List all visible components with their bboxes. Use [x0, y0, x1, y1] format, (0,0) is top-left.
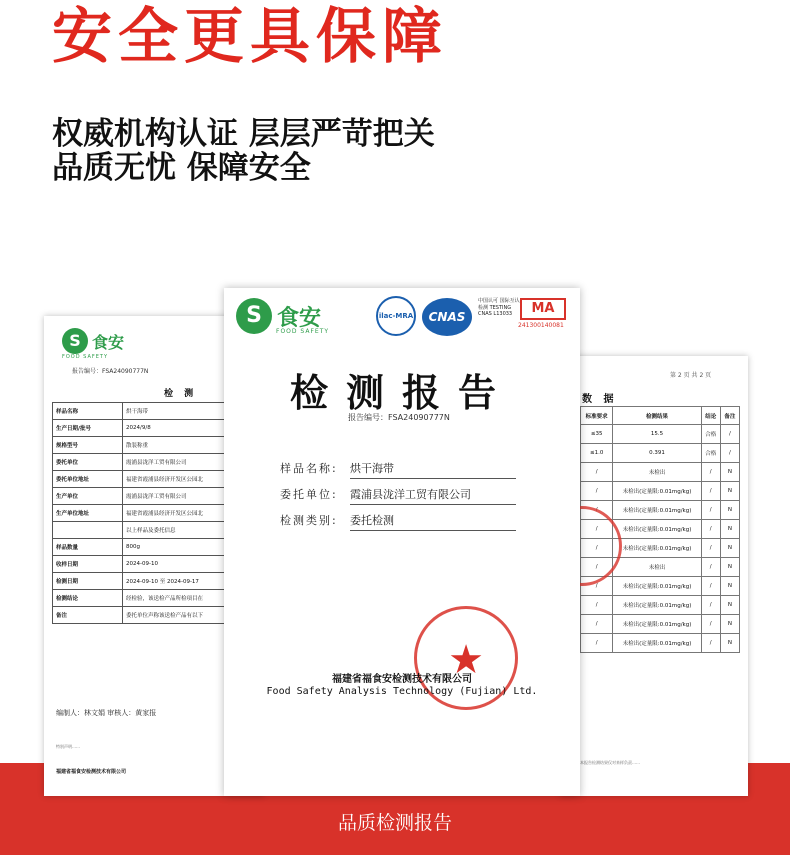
row-key: 备注 — [53, 607, 123, 624]
report-page-left: S 食安 FOOD SAFETY 报告编号：FSA24090777N 检 测 样品名称 烘干海带 生产日期/批号 2024/9/8 规格型号 散装称重 委托单位 霞浦县泷洋工贸有限公司 委托单位地址 福建省霞浦县经济开发区公园北 生产单位 霞浦县泷洋工贸有限公司 生产单位地址 福建省霞浦县经济开发区公园北 以上样品及委托信息 样品数量 800g 收样日期 2024-09-10 检测日期 2024-09-10 至 2024-09-17 检测结论 经检验，该送检产品所检项目在 备注 委托单位声称该送检产品有以下 编制人：林文娟 审核人：黄家报 特别声明…… 福建省福食安检测技术有限公司 — [44, 316, 264, 796]
table-cell: 未检出(定量限:0.01mg/kg) — [613, 577, 701, 596]
table-cell: 未检出(定量限:0.01mg/kg) — [613, 634, 701, 653]
table-cell: / — [581, 520, 613, 539]
row-value: 烘干海带 — [123, 403, 265, 420]
table-cell: 未检出 — [613, 558, 701, 577]
row-key: 样品名称 — [53, 403, 123, 420]
field-test-type: 检测类别: 委托检测 — [280, 512, 516, 531]
row-key: 生产单位 — [53, 488, 123, 505]
row-key: 规格型号 — [53, 437, 123, 454]
table-cell: / — [701, 558, 720, 577]
s-logo-icon: S — [236, 298, 272, 334]
row-value: 2024-09-10 — [123, 556, 265, 573]
table-cell: / — [581, 634, 613, 653]
table-cell: / — [581, 558, 613, 577]
table-cell: N — [720, 463, 739, 482]
table-cell: / — [701, 520, 720, 539]
report-number: 报告编号：FSA24090777N — [348, 413, 450, 422]
table-cell: / — [581, 539, 613, 558]
column-header: 备注 — [720, 407, 739, 425]
row-key: 收样日期 — [53, 556, 123, 573]
cnas-icon: CNAS — [422, 298, 472, 336]
headline: 安全更具保障 — [52, 2, 448, 72]
report-title: 检 测 — [164, 389, 198, 399]
row-key: 委托单位地址 — [53, 471, 123, 488]
row-key: 样品数量 — [53, 539, 123, 556]
table-cell: 未检出 — [613, 463, 701, 482]
row-key: 委托单位 — [53, 454, 123, 471]
table-cell: 15.5 — [613, 425, 701, 444]
issuer-name: 福建省福食安检测技术有限公司 — [332, 674, 472, 685]
table-cell: N — [720, 577, 739, 596]
table-cell: N — [720, 634, 739, 653]
table-cell: / — [701, 501, 720, 520]
column-header: 标准要求 — [581, 407, 613, 425]
table-cell: / — [581, 463, 613, 482]
table-cell: N — [720, 558, 739, 577]
row-value: 福建省霞浦县经济开发区公园北 — [123, 471, 265, 488]
row-value: 经检验，该送检产品所检项目在 — [123, 590, 265, 607]
row-value: 散装称重 — [123, 437, 265, 454]
table-cell: ≤1.0 — [581, 444, 613, 463]
issuer-footer: 福建省福食安检测技术有限公司 — [56, 769, 127, 775]
row-value: 霞浦县泷洋工贸有限公司 — [123, 454, 265, 471]
table-cell: N — [720, 501, 739, 520]
table-cell: 合格 — [701, 444, 720, 463]
table-row — [581, 615, 740, 634]
table-cell: N — [720, 596, 739, 615]
table-cell: / — [581, 482, 613, 501]
table-cell: 未检出(定量限:0.01mg/kg) — [613, 520, 701, 539]
table-row — [581, 577, 740, 596]
table-cell: / — [701, 577, 720, 596]
row-key: 生产单位地址 — [53, 505, 123, 522]
table-cell: / — [581, 501, 613, 520]
caption: 品质检测报告 — [337, 812, 452, 834]
report-number: 报告编号：FSA24090777N — [72, 368, 149, 375]
issuer-name-en: Food Safety Analysis Technology (Fujian) Ltd. — [266, 686, 538, 697]
food-safety-logo: S 食安 — [62, 328, 124, 354]
row-key: 检测日期 — [53, 573, 123, 590]
subline-2: 品质无忧 保障安全 — [52, 150, 311, 186]
table-cell: 未检出(定量限:0.01mg/kg) — [613, 615, 701, 634]
table-cell: N — [720, 539, 739, 558]
report-title: 检测报告 — [289, 370, 514, 415]
row-value: 霞浦县泷洋工贸有限公司 — [123, 488, 265, 505]
row-value: 2024-09-10 至 2024-09-17 — [123, 573, 265, 590]
ilac-mra-icon: ilac-MRA — [376, 296, 416, 336]
cma-number: 241300140081 — [518, 322, 564, 329]
data-heading: 数 据 — [582, 394, 618, 405]
table-cell: / — [701, 463, 720, 482]
table-cell: 未检出(定量限:0.01mg/kg) — [613, 501, 701, 520]
table-row — [581, 482, 740, 501]
table-cell: 合格 — [701, 425, 720, 444]
report-cover: S 食安 FOOD SAFETY ilac-MRA CNAS 中国认可 国际互认 检测 TESTING CNAS L13033 MA 241300140081 检测报告 报告编号：FSA24090777N 样品名称: 烘干海带 委托单位: 霞浦县泷洋工贸有限公司 检测类别: 委托检测 ★ 福建省福食安检测技术有限公司 Food Safety Analysis Technology (Fujian) Ltd. — [224, 288, 580, 796]
table-cell: N — [720, 482, 739, 501]
table-cell: N — [720, 615, 739, 634]
cnas-text: 中国认可 国际互认 检测 TESTING CNAS L13033 — [478, 298, 520, 317]
table-cell: / — [581, 596, 613, 615]
table-row — [581, 444, 740, 463]
table-cell: / — [581, 615, 613, 634]
column-header: 检测结果 — [613, 407, 701, 425]
table-cell: / — [581, 577, 613, 596]
column-header: 结论 — [701, 407, 720, 425]
table-cell: / — [701, 539, 720, 558]
field-client: 委托单位: 霞浦县泷洋工贸有限公司 — [280, 486, 516, 505]
field-sample-name: 样品名称: 烘干海带 — [280, 460, 516, 479]
cma-icon: MA — [520, 298, 566, 320]
table-cell: / — [701, 596, 720, 615]
report-page-right — [560, 356, 748, 796]
food-safety-logo: S 食安 — [236, 298, 321, 334]
row-value: 2024/9/8 — [123, 420, 265, 437]
table-row — [581, 425, 740, 444]
table-cell: / — [720, 425, 739, 444]
table-row — [581, 463, 740, 482]
table-cell: 0.391 — [613, 444, 701, 463]
fine-print: 本报告检测结果仅对来样负责…… — [580, 760, 640, 765]
row-value: 福建省霞浦县经济开发区公园北 — [123, 505, 265, 522]
row-key: 生产日期/批号 — [53, 420, 123, 437]
table-cell: 未检出(定量限:0.01mg/kg) — [613, 596, 701, 615]
page-number: 第 2 页 共 2 页 — [670, 372, 712, 379]
subline-1: 权威机构认证 层层严苛把关 — [52, 116, 435, 152]
table-cell: N — [720, 520, 739, 539]
table-cell: ≤35 — [581, 425, 613, 444]
signatures: 编制人：林文娟 审核人：黄家报 — [56, 709, 157, 717]
table-cell: / — [701, 634, 720, 653]
row-key — [53, 522, 123, 539]
row-key: 检测结论 — [53, 590, 123, 607]
table-cell: / — [701, 615, 720, 634]
fine-print: 特别声明…… — [56, 744, 80, 749]
row-value: 以上样品及委托信息 — [123, 522, 265, 539]
table-row — [581, 634, 740, 653]
row-value: 委托单位声称该送检产品有以下 — [123, 607, 265, 624]
table-cell: / — [701, 482, 720, 501]
row-value: 800g — [123, 539, 265, 556]
s-logo-icon: S — [62, 328, 88, 354]
table-cell: 未检出(定量限:0.01mg/kg) — [613, 482, 701, 501]
table-cell: 未检出(定量限:0.01mg/kg) — [613, 539, 701, 558]
star-icon: ★ — [448, 637, 484, 683]
table-cell: / — [720, 444, 739, 463]
table-row — [581, 596, 740, 615]
